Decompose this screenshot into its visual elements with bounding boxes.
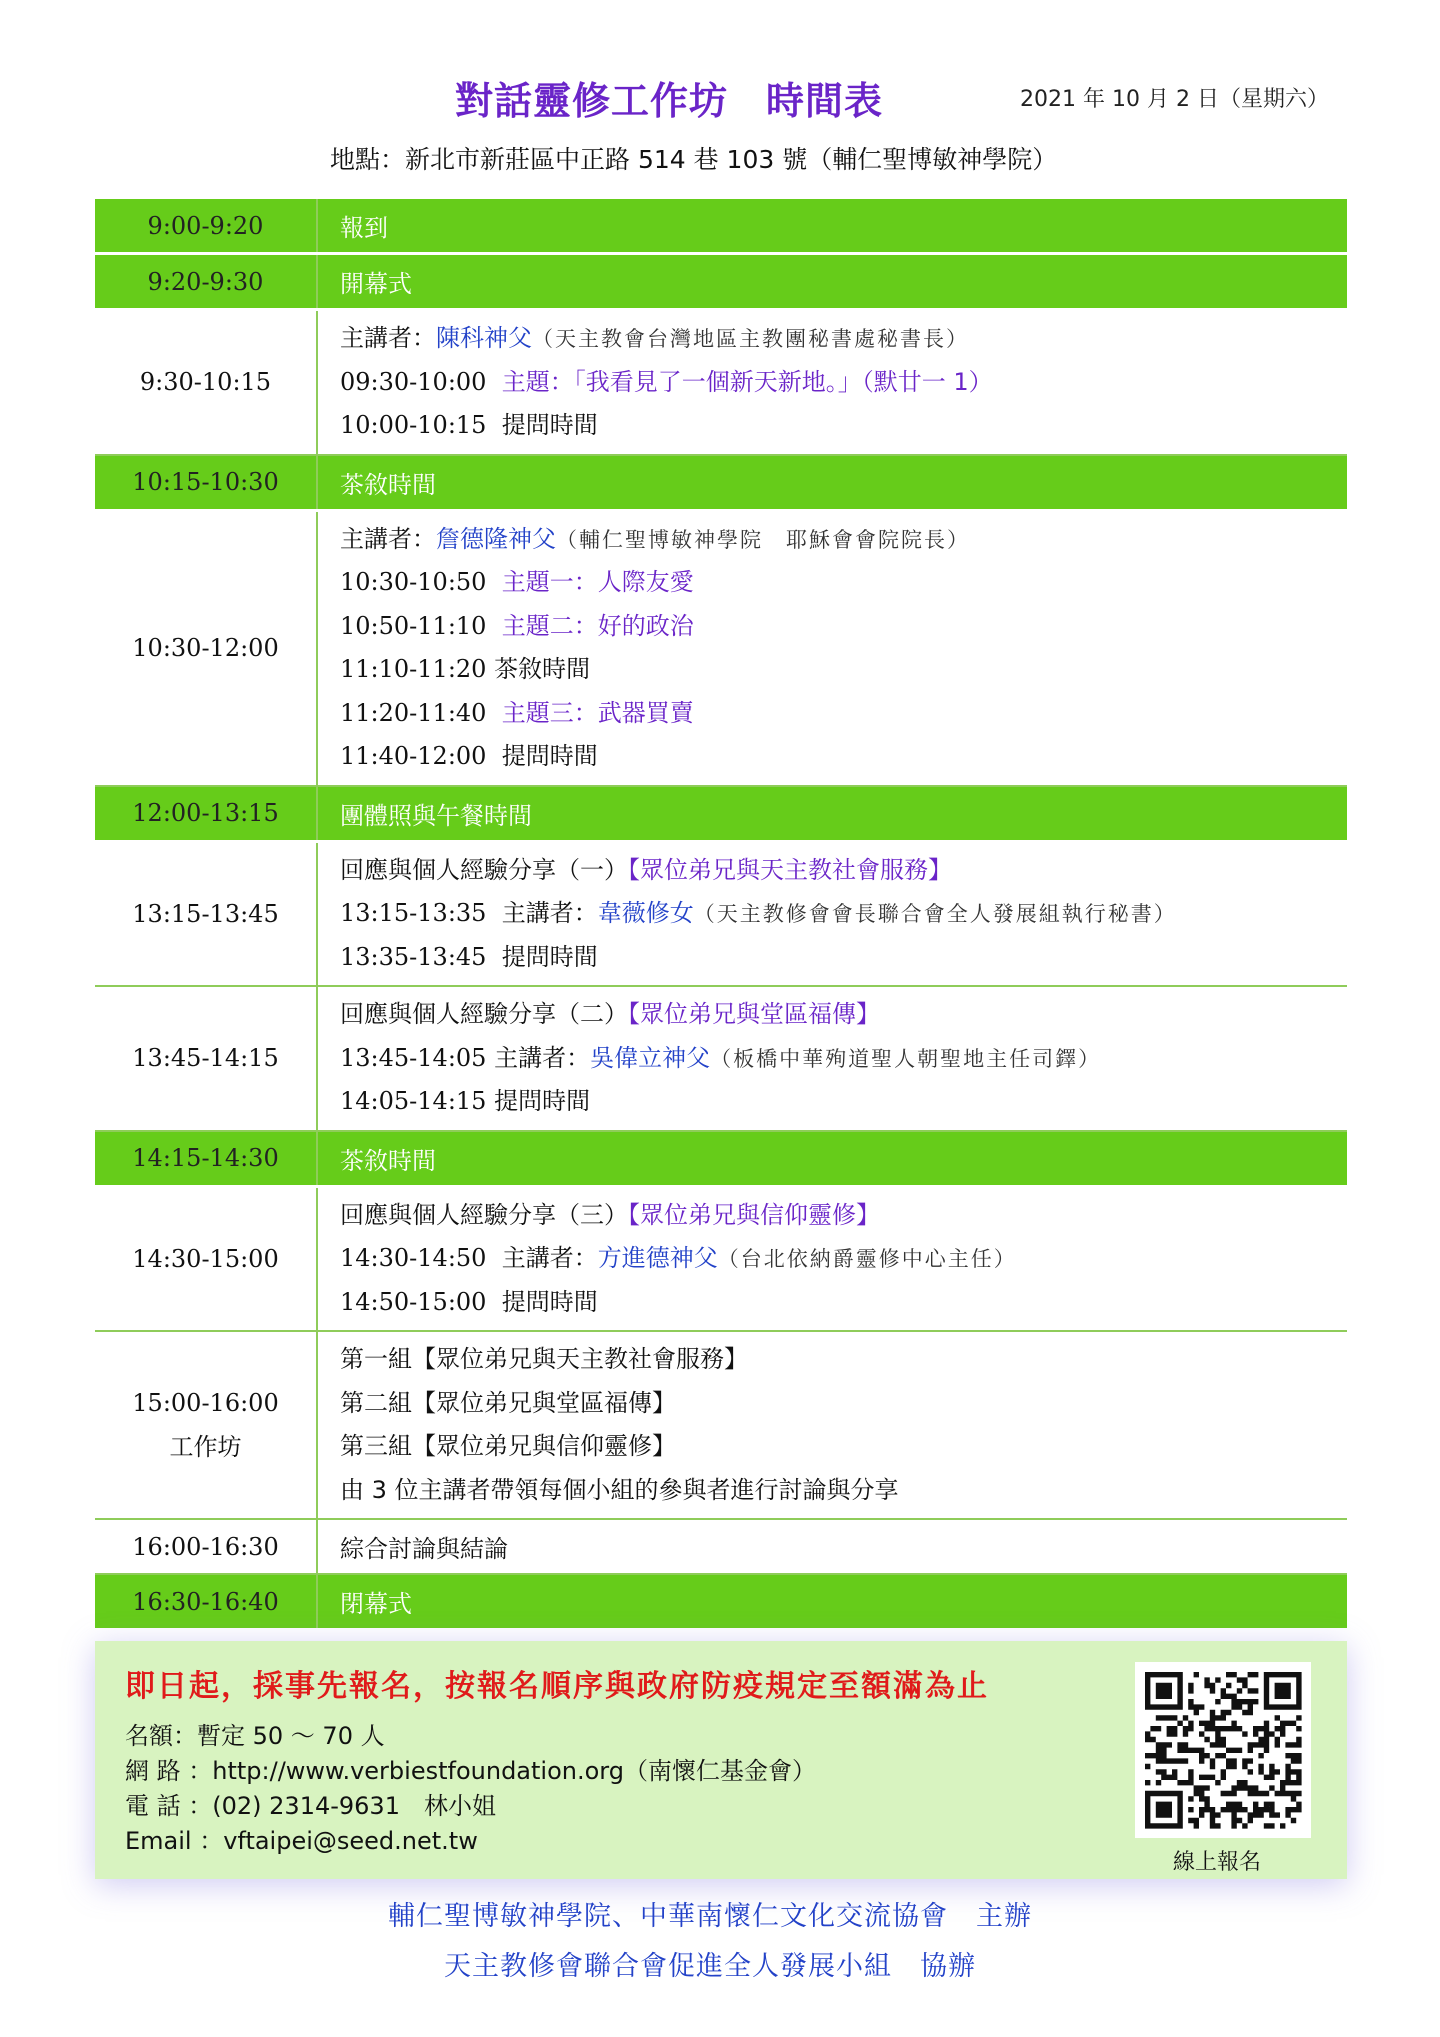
- session-line: [340, 605, 1347, 649]
- share-title: 回應與個人經驗分享（三）: [340, 1200, 628, 1229]
- title-sub: 時間表: [766, 79, 884, 123]
- row-text: 報到: [317, 199, 1347, 254]
- session-time: 14:30-14:50: [340, 1244, 487, 1272]
- email-line[interactable]: Email ：vftaipei@seed.net.tw: [125, 1827, 478, 1855]
- session-text: 提問時間: [501, 942, 598, 971]
- speaker-name: 詹德隆神父: [436, 524, 556, 553]
- row-text: 閉幕式: [317, 1574, 1347, 1630]
- website-line[interactable]: 網 路 ：http://www.verbiestfoundation.org（南懷仁基金會）: [125, 1757, 816, 1785]
- session-text: 提問時間: [501, 411, 598, 439]
- session-time: 10:30-10:50: [340, 568, 487, 596]
- speaker-note: （輔仁聖博敏神學院 耶穌會會院院長）: [556, 527, 970, 552]
- row-text: 茶敘時間: [317, 1131, 1347, 1187]
- session-time: 13:15-13:35: [340, 899, 487, 927]
- session-line: [340, 648, 1347, 692]
- row-time: 10:30-12:00: [95, 510, 317, 786]
- session-time: 09:30-10:00: [340, 367, 487, 396]
- title-main: 對話靈修工作坊: [455, 79, 729, 123]
- session-line: [340, 692, 1347, 736]
- speaker-prefix: 主講者：: [501, 899, 598, 927]
- row-time: 10:15-10:30: [95, 455, 317, 511]
- share-topic: 【眾位弟兄與信仰靈修】: [628, 1200, 880, 1229]
- row-time: 9:20-9:30: [95, 254, 317, 310]
- schedule-row: [95, 199, 1347, 254]
- schedule-row: [95, 254, 1347, 310]
- session-topic: 主題：「我看見了一個新天新地。」（默廿一 1）: [501, 367, 993, 396]
- registration-box: [95, 1641, 1347, 1879]
- qr-code[interactable]: [1135, 1662, 1311, 1838]
- registration-info: [125, 1719, 816, 1859]
- speaker-prefix: 主講者：: [494, 1043, 591, 1072]
- session-line: [340, 735, 1347, 779]
- session-time: 13:35-13:45: [340, 942, 487, 971]
- speaker-name: 韋薇修女: [597, 899, 694, 927]
- row-detail: [317, 986, 1347, 1131]
- session-topic: 主題二：好的政治: [501, 611, 694, 640]
- session-topic: 主題一：人際友愛: [501, 568, 694, 596]
- session-line: [340, 1281, 1347, 1325]
- registration-headline: 即日起，採事先報名，按報名順序與政府防疫規定至額滿為止: [125, 1669, 989, 1704]
- session-time: 14:05-14:15: [340, 1087, 487, 1115]
- row-time: 13:45-14:15: [95, 986, 317, 1131]
- schedule-row: [95, 841, 1347, 986]
- group-line: 第三組【眾位弟兄與信仰靈修】: [340, 1432, 676, 1460]
- share-line: [340, 849, 1347, 893]
- row-detail: [317, 310, 1347, 455]
- session-time: 13:45-14:05: [340, 1043, 487, 1072]
- schedule-row: [95, 1519, 1347, 1574]
- share-title: 回應與個人經驗分享（一）: [340, 855, 628, 884]
- speaker-note: （台北依納爵靈修中心主任）: [717, 1247, 1017, 1271]
- session-time: 11:40-12:00: [340, 742, 487, 770]
- phone-line: 電 話 ：(02) 2314-9631 林小姐: [125, 1792, 496, 1820]
- schedule-table: [95, 199, 1347, 1631]
- speaker-name: 方進德神父: [597, 1244, 718, 1272]
- row-detail: [317, 841, 1347, 986]
- session-text: 提問時間: [501, 742, 598, 770]
- share-line: [340, 993, 1347, 1037]
- session-time: 14:50-15:00: [340, 1287, 487, 1316]
- schedule-row: [95, 1131, 1347, 1187]
- session-line: [340, 1237, 1347, 1281]
- speaker-prefix: 主講者：: [340, 324, 436, 352]
- row-text: 開幕式: [317, 254, 1347, 310]
- schedule-row: [95, 310, 1347, 455]
- session-line: [340, 561, 1347, 605]
- session-line: [340, 1037, 1347, 1081]
- session-line: [340, 936, 1347, 980]
- row-time: [95, 1331, 317, 1519]
- row-detail: [317, 510, 1347, 786]
- event-date: 2021 年 10 月 2 日（星期六）: [1020, 87, 1329, 112]
- row-detail: [317, 1331, 1347, 1519]
- session-text: 茶敘時間: [494, 655, 591, 683]
- schedule-row: [95, 1331, 1347, 1519]
- session-time: 10:50-11:10: [340, 611, 487, 640]
- speaker-note: （板橋中華殉道聖人朝聖地主任司鐸）: [710, 1046, 1102, 1071]
- session-time: 11:20-11:40: [340, 698, 487, 727]
- row-time: 9:30-10:15: [95, 310, 317, 455]
- row-text: 綜合討論與結論: [317, 1519, 1347, 1574]
- share-line: [340, 1194, 1347, 1238]
- row-time: 16:00-16:30: [95, 1519, 317, 1574]
- row-time: 16:30-16:40: [95, 1574, 317, 1630]
- speaker-name: 陳科神父: [436, 324, 532, 352]
- schedule-row: [95, 1574, 1347, 1630]
- share-topic: 【眾位弟兄與堂區福傳】: [628, 1000, 880, 1028]
- group-line: 第二組【眾位弟兄與堂區福傳】: [340, 1388, 676, 1417]
- venue: 地點：新北市新莊區中正路 514 巷 103 號（輔仁聖博敏神學院）: [330, 145, 1058, 174]
- row-time: 14:30-15:00: [95, 1186, 317, 1331]
- row-time: 14:15-14:30: [95, 1131, 317, 1187]
- row-time-range: 15:00-16:00: [132, 1388, 279, 1417]
- session-text: 提問時間: [494, 1087, 591, 1115]
- schedule-row: [95, 786, 1347, 842]
- row-text: 團體照與午餐時間: [317, 786, 1347, 842]
- co-organizer: 天主教修會聯合會促進全人發展小組 協辦: [444, 1951, 976, 1982]
- speaker-line: [340, 317, 1347, 361]
- schedule-row: [95, 986, 1347, 1131]
- session-topic: 主題三：武器買賣: [501, 698, 694, 727]
- speaker-prefix: 主講者：: [340, 524, 436, 553]
- speaker-note: （天主教修會會長聯合會全人發展組執行秘書）: [693, 902, 1177, 926]
- share-title: 回應與個人經驗分享（二）: [340, 1000, 628, 1028]
- session-time: 10:00-10:15: [340, 411, 487, 439]
- row-time: 9:00-9:20: [95, 199, 317, 254]
- quota-line: 名額：暫定 50 ～ 70 人: [125, 1722, 385, 1750]
- schedule-row: [95, 455, 1347, 511]
- session-line: [340, 404, 1347, 448]
- speaker-note: （天主教會台灣地區主教團秘書處秘書長）: [532, 327, 969, 351]
- session-line: [340, 892, 1347, 936]
- qr-label: 線上報名: [1173, 1850, 1262, 1875]
- row-time: 12:00-13:15: [95, 786, 317, 842]
- schedule-row: [95, 1186, 1347, 1331]
- page-title: [455, 70, 883, 125]
- session-text: 提問時間: [501, 1287, 598, 1316]
- speaker-line: [340, 518, 1347, 562]
- speaker-name: 吳偉立神父: [590, 1043, 711, 1072]
- session-line: [340, 1080, 1347, 1124]
- row-text: 茶敘時間: [317, 455, 1347, 511]
- group-line: 由 3 位主講者帶領每個小組的參與者進行討論與分享: [340, 1475, 899, 1504]
- share-topic: 【眾位弟兄與天主教社會服務】: [628, 855, 952, 884]
- row-detail: [317, 1186, 1347, 1331]
- group-line: 第一組【眾位弟兄與天主教社會服務】: [340, 1345, 748, 1373]
- session-time: 11:10-11:20: [340, 655, 487, 683]
- session-line: [340, 361, 1347, 405]
- schedule-row: [95, 510, 1347, 786]
- qr-code-icon: [1135, 1662, 1311, 1838]
- row-time: 13:15-13:45: [95, 841, 317, 986]
- row-time-label: 工作坊: [169, 1432, 242, 1461]
- organizer: 輔仁聖博敏神學院、中華南懷仁文化交流協會 主辦: [388, 1901, 1032, 1932]
- speaker-prefix: 主講者：: [501, 1244, 598, 1272]
